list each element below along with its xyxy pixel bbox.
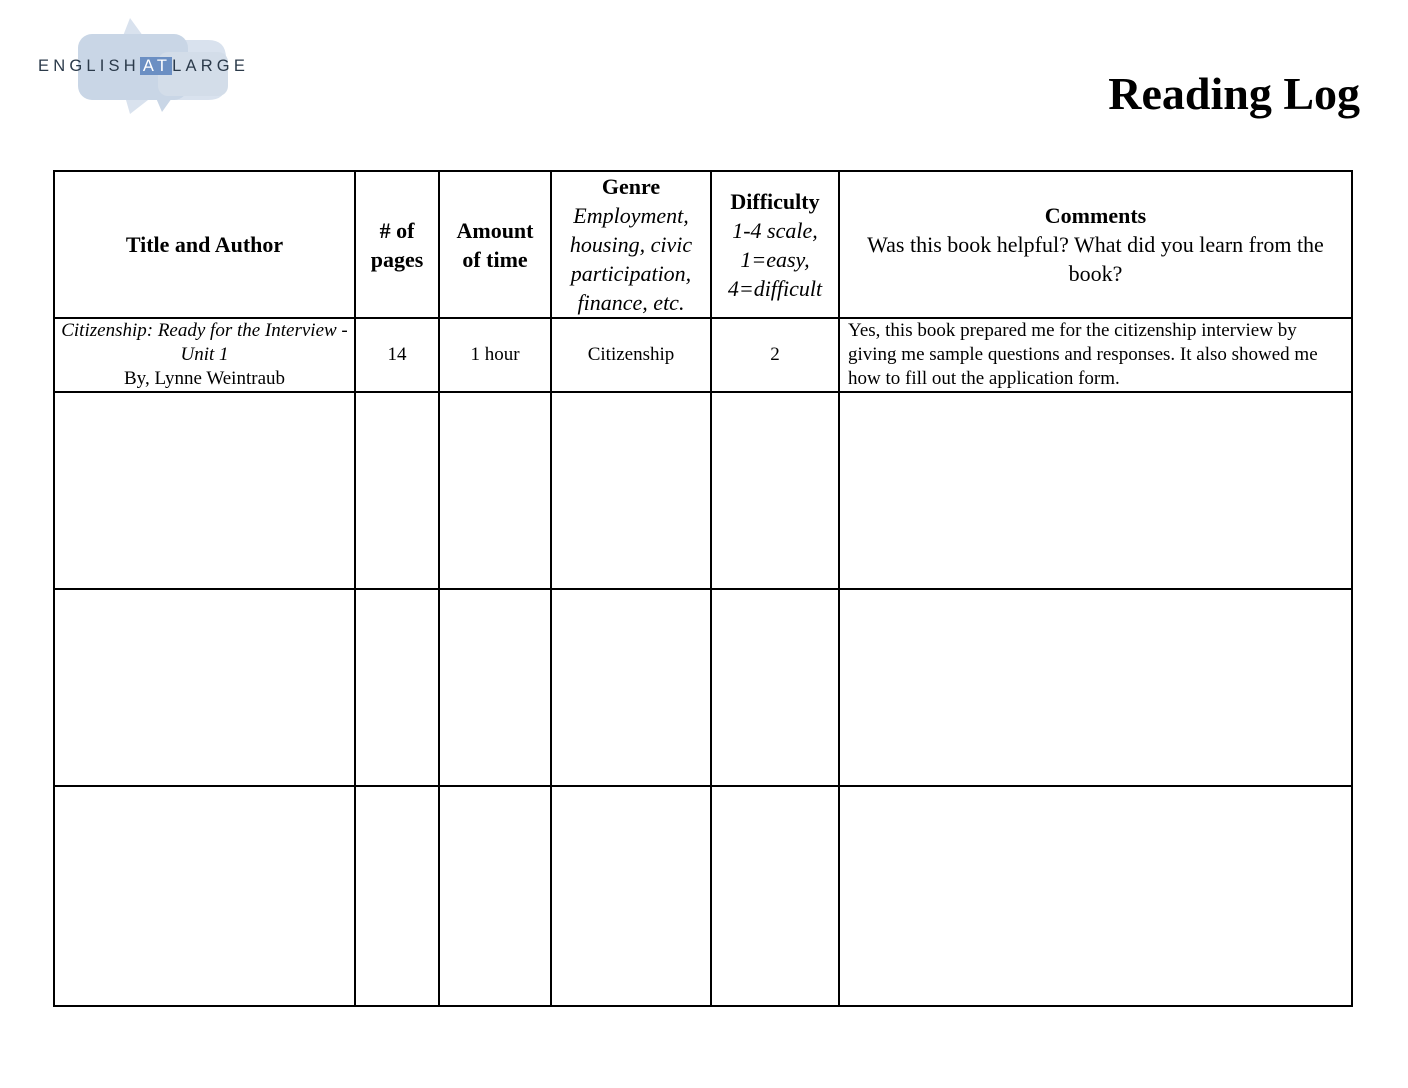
cell-pages[interactable] [355, 392, 439, 589]
header-difficulty-label: Difficulty [730, 188, 820, 214]
table-row-blank [54, 786, 1352, 1006]
header-pages [355, 171, 439, 318]
cell-genre[interactable] [551, 786, 711, 1006]
table-row-blank [54, 392, 1352, 589]
header-pages-line2: pages [370, 246, 424, 272]
book-title: Citizenship: Ready for the Interview - Unit 1 [61, 320, 348, 365]
header-comments [839, 171, 1352, 318]
cell-title-author[interactable] [54, 589, 355, 786]
cell-difficulty[interactable]: 2 [711, 318, 839, 392]
cell-time[interactable] [439, 392, 551, 589]
cell-comments[interactable]: Yes, this book prepared me for the citizenship interview by giving me sample questions and responses. It also showed me how to fill out the application form. [839, 318, 1352, 392]
cell-difficulty[interactable] [711, 589, 839, 786]
header-title-author-label: Title and Author [125, 232, 284, 257]
table-row-sample [54, 318, 1352, 392]
english-at-large-logo [38, 18, 288, 114]
cell-genre[interactable]: Citizenship [551, 318, 711, 392]
header-time-line1: Amount [456, 217, 534, 243]
cell-title-author[interactable] [54, 392, 355, 589]
logo-wordmark [38, 56, 249, 76]
header-difficulty [711, 171, 839, 318]
header-pages-line1: # of [379, 217, 415, 243]
table-row-blank [54, 589, 1352, 786]
header-genre-label: Genre [601, 174, 661, 199]
cell-difficulty[interactable] [711, 786, 839, 1006]
logo-large: LARGE [172, 57, 250, 75]
cell-pages[interactable]: 14 [355, 318, 439, 392]
cell-time[interactable] [439, 786, 551, 1006]
page-title: Reading Log [1108, 68, 1360, 119]
logo-english: ENGLISH [38, 57, 140, 75]
cell-genre[interactable] [551, 589, 711, 786]
header-comments-hint: Was this book helpful? What did you learn from the book? [867, 232, 1324, 286]
header-time [439, 171, 551, 318]
cell-comments[interactable] [839, 589, 1352, 786]
reading-log-table [53, 170, 1353, 1007]
cell-title-author[interactable] [54, 318, 355, 392]
cell-time[interactable] [439, 589, 551, 786]
header-title-author [54, 171, 355, 318]
book-author: By, Lynne Weintraub [124, 368, 285, 389]
logo-at: AT [140, 57, 172, 75]
header-comments-label: Comments [1044, 203, 1147, 228]
cell-time[interactable]: 1 hour [439, 318, 551, 392]
header-genre-hint: Employment, housing, civic participation, finance, etc. [569, 203, 693, 315]
cell-title-author[interactable] [54, 786, 355, 1006]
header-difficulty-hint: 1-4 scale, 1=easy, 4=difficult [727, 217, 823, 301]
header-row [54, 171, 1352, 318]
header-genre [551, 171, 711, 318]
cell-difficulty[interactable] [711, 392, 839, 589]
cell-pages[interactable] [355, 589, 439, 786]
cell-comments[interactable] [839, 392, 1352, 589]
cell-pages[interactable] [355, 786, 439, 1006]
header-time-line2: of time [462, 246, 528, 272]
cell-genre[interactable] [551, 392, 711, 589]
cell-comments[interactable] [839, 786, 1352, 1006]
